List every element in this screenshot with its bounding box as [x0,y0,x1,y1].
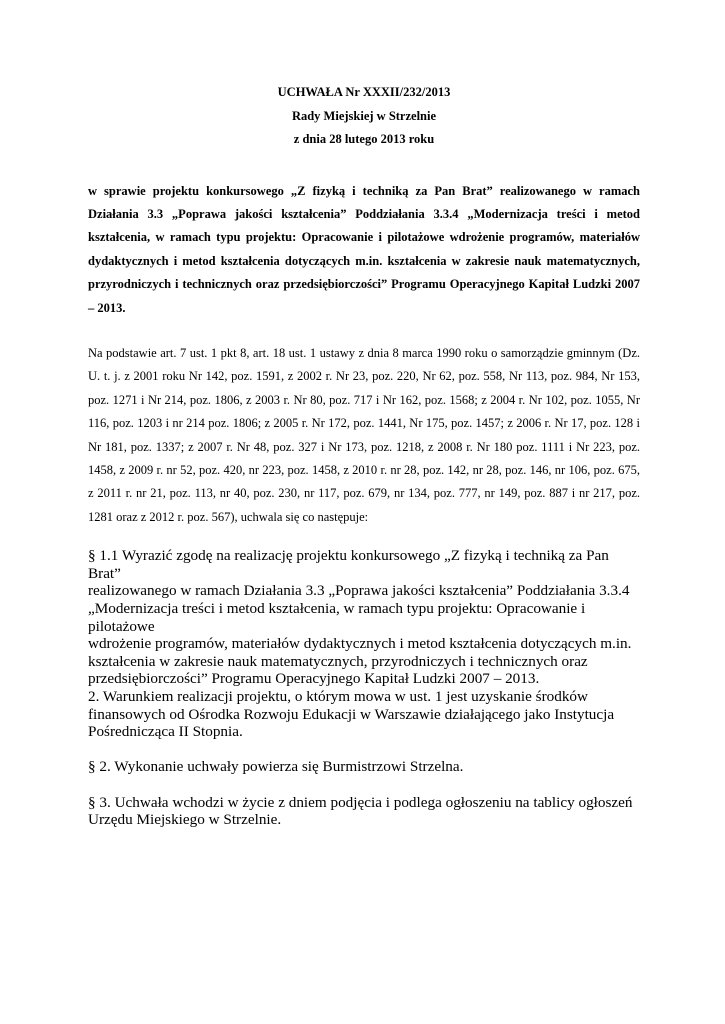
section-1-line: „Modernizacja treści i metod kształcenia, w ramach typu projektu: Opracowanie i pilotażowe [88,599,586,635]
section-3 [88,794,640,829]
section-1-line: realizowanego w ramach Działania 3.3 „Poprawa jakości kształcenia” Poddziałania 3.3.4 [88,582,630,600]
resolution-issuer: Rady Miejskiej w Strzelnie [291,108,437,123]
resolution-subject: w sprawie projektu konkursowego „Z fizyką i techniką za Pan Brat” realizowanego w ramach Działania 3.3 „Poprawa jakości kształcenia” Poddziałania 3.3.4 „Modernizacja treści i metod kształcenia, w ramach typu projektu: Opracowanie i pilotażowe wdrożenie programów, materiałów dydaktycznych i metod kształcenia dotyczących m.in. kształcenia w zakresie nauk matematycznych, przyrodniczych i technicznych oraz przedsiębiorczości” Programu Operacyjnego Kapitał Ludzki 2007 – 2013. [88,183,640,315]
section-1-line: przedsiębiorczości” Programu Operacyjnego Kapitał Ludzki 2007 – 2013. [88,670,540,688]
section-1 [88,547,640,741]
section-1-point-2-line: Pośrednicząca II Stopnia. [88,723,243,741]
section-1-line: wdrożenie programów, materiałów dydaktycznych i metod kształcenia dotyczących m.in. [88,635,632,653]
paragraph-spacer [88,776,640,794]
section-1-line: kształcenia w zakresie nauk matematycznych, przyrodniczych i technicznych oraz [88,652,588,670]
section-1-point-2-line: 2. Warunkiem realizacji projektu, o którym mowa w ust. 1 jest uzyskanie środków [88,687,588,705]
document-page [88,0,640,829]
legal-basis-preamble: Na podstawie art. 7 ust. 1 pkt 8, art. 18 ust. 1 ustawy z dnia 8 marca 1990 roku o samorządzie gminnym (Dz. U. t. j. z 2001 roku Nr 142, poz. 1591, z 2002 r. Nr 23, poz. 220, Nr 62, poz. 558, Nr 113, poz. 984, Nr 153, poz. 1271 i Nr 214, poz. 1806, z 2003 r. Nr 80, poz. 717 i Nr 162, poz. 1568; z 2004 r. Nr 102, poz. 1055, Nr 116, poz. 1203 i nr 214 poz. 1806; z 2005 r. Nr 172, poz. 1441, Nr 175, poz. 1457; z 2006 r. Nr 17, poz. 128 i Nr 181, poz. 1337; z 2007 r. Nr 48, poz. 327 i Nr 173, poz. 1218, z 2008 r. Nr 180 poz. 1111 i Nr 223, poz. 1458, z 2009 r. nr 52, poz. 420, nr 223, poz. 1458, z 2010 r. nr 28, poz. 142, nr 28, poz. 146, nr 106, poz. 675, z 2011 r. nr 21, poz. 113, nr 40, poz. 230, nr 117, poz. 679, nr 134, poz. 777, nr 149, poz. 887 i nr 217, poz. 1281 oraz z 2012 r. poz. 567), uchwala się co następuje: [88,345,640,524]
paragraph-spacer [88,741,640,759]
section-2: § 2. Wykonanie uchwały powierza się Burmistrzowi Strzelna. [88,758,464,776]
resolution-body [88,547,640,829]
section-1-point-2-line: finansowych od Ośrodka Rozwoju Edukacji w Warszawie działającego jako Instytucja [88,705,615,723]
section-1-line: § 1.1 Wyrazić zgodę na realizację projektu konkursowego „Z fizyką i techniką za Pan Brat” [88,547,609,582]
section-3-line: Urzędu Miejskiego w Strzelnie. [88,811,282,829]
resolution-date: z dnia 28 lutego 2013 roku [293,132,435,146]
resolution-header [88,81,640,152]
section-3-line: § 3. Uchwała wchodzi w życie z dniem podjęcia i podlega ogłoszeniu na tablicy ogłoszeń [88,793,633,811]
resolution-title: UCHWAŁA Nr XXXII/232/2013 [277,85,451,99]
